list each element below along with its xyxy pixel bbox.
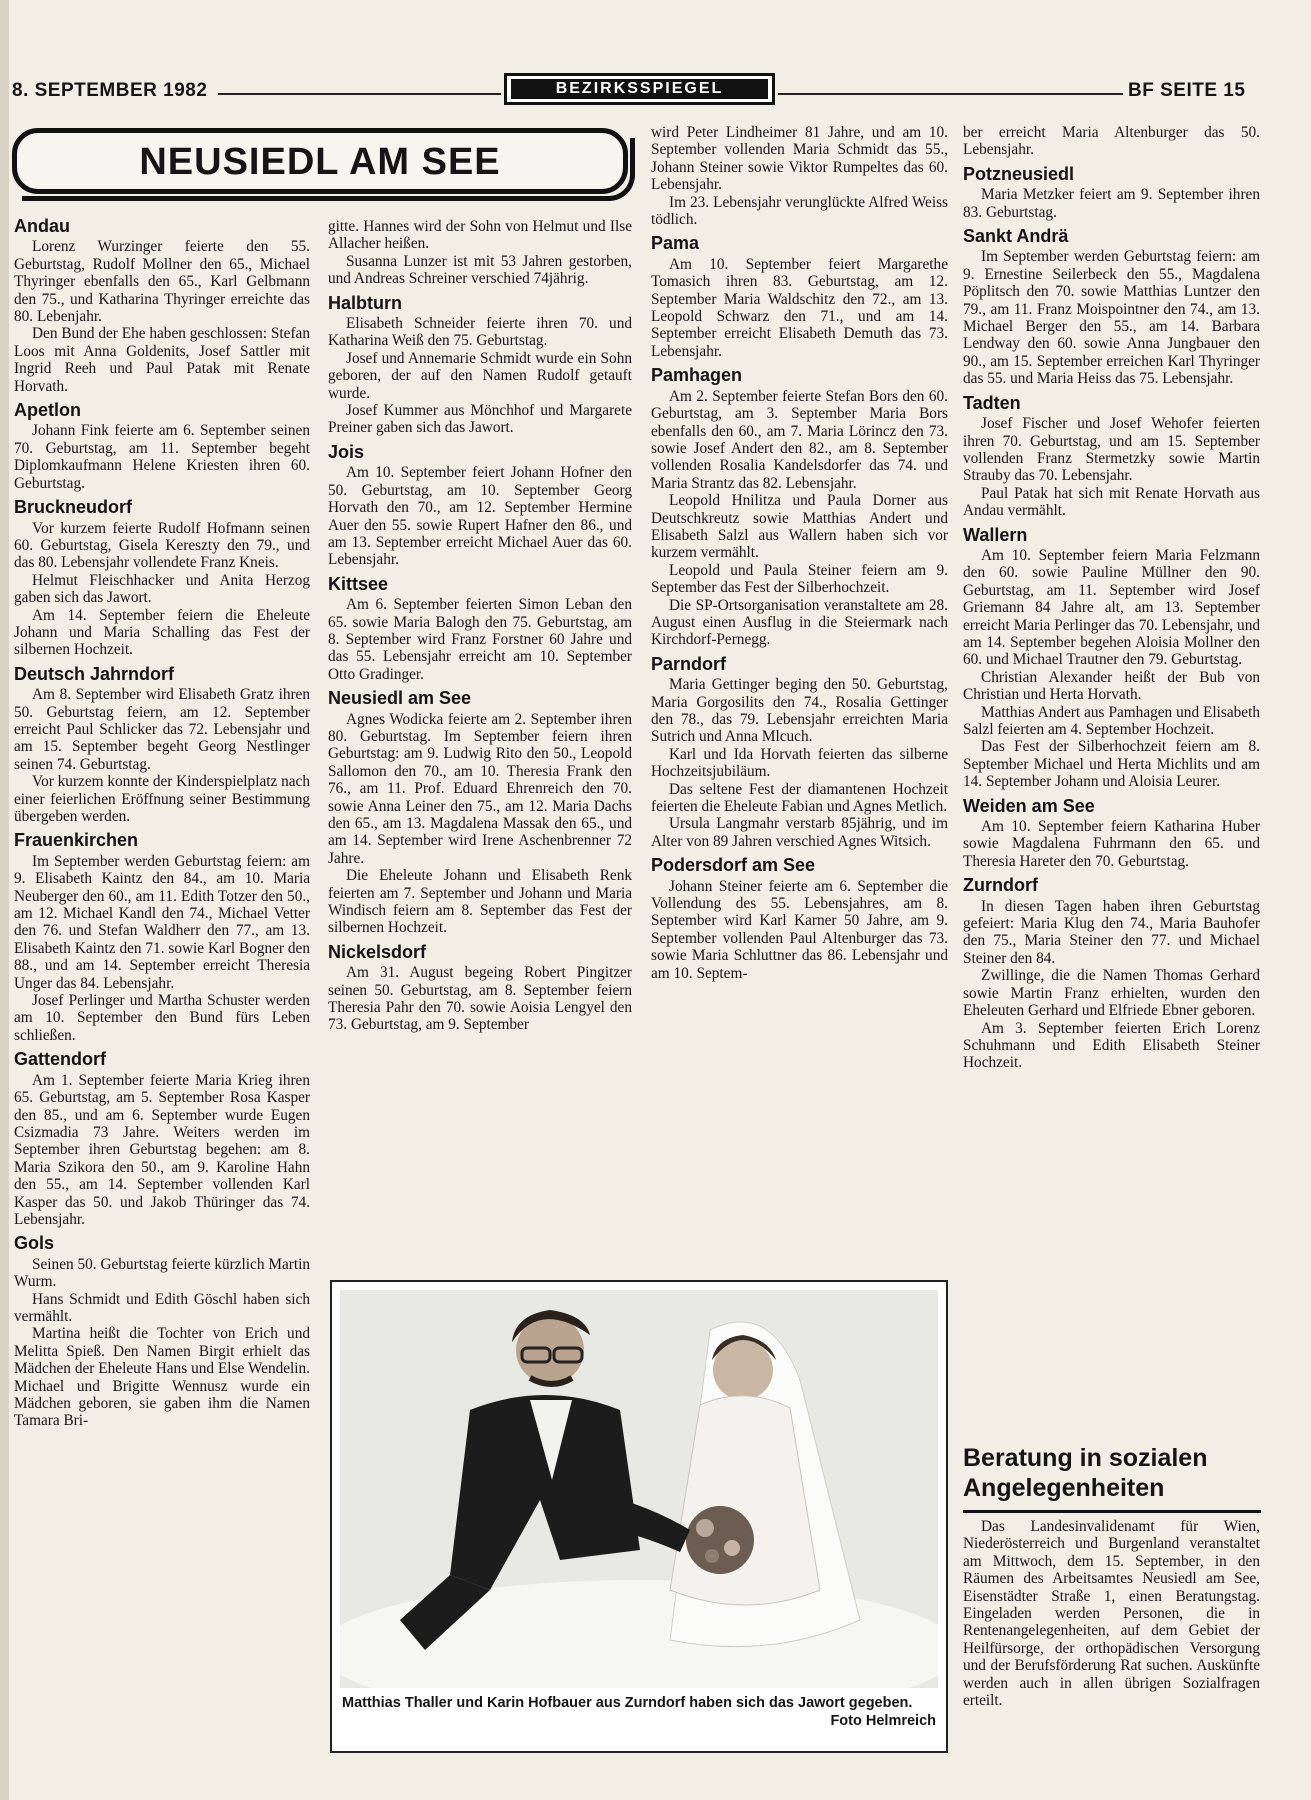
- beratung-heading-line-1: Beratung in sozialen: [963, 1444, 1208, 1472]
- article-paragraph: Ursula Langmahr verstarb 85jährig, und im Alter von 89 Jahren verschied Agnes Witsich.: [651, 815, 948, 850]
- article-paragraph: Johann Steiner feierte am 6. September die Vollendung des 55. Lebensjahres, am 8. September wird Karl Karner 50 Jahre, am 9. September vollenden Paul Altenburger das 73. sowie Maria Schluttner das 86. Lebensjahr und am 10. Septem-: [651, 877, 948, 982]
- article-paragraph: Am 2. September feierte Stefan Bors den 60. Geburtstag, am 3. September Maria Bors ebenfalls den 60., am 7. Maria Lörincz den 73. sowie Josef Andert den 82., am 8. September vollenden Rosalia Kandelsdorfer das 74. und Maria Strantz das 82. Lebensjahr.: [651, 387, 948, 492]
- article-paragraph: Josef Kummer aus Mönchhof und Margarete Preiner gaben sich das Jawort.: [328, 402, 632, 437]
- section-heading: Andau: [14, 216, 70, 236]
- article-paragraph: Seinen 50. Geburtstag feierte kürzlich Martin Wurm.: [14, 1255, 310, 1291]
- section-heading: Gattendorf: [14, 1049, 106, 1070]
- article-paragraph: Karl und Ida Horvath feierten das silberne Hochzeitsjubiläum.: [651, 745, 948, 781]
- column-3: [651, 124, 948, 982]
- article-paragraph: Josef Fischer und Josef Wehofer feierten ihren 70. Geburtstag, und am 15. September vollenden Franz Stermetzky sowie Martin Strauby das 70. Lebensjahr.: [963, 415, 1260, 485]
- article-paragraph: Susanna Lunzer ist mit 53 Jahren gestorben, und Andreas Schreiner verschied 74jährig.: [328, 252, 632, 288]
- section-heading: Nickelsdorf: [328, 941, 427, 962]
- article-paragraph: Im September werden Geburtstag feiern: am 9. Elisabeth Kaintz den 84., am 10. Maria Neuberger den 60., am 11. Edith Totzer den 50., am 12. Michael Kandl den 74., Michael Vetter den 76. und Stefan Waldherr den 77., am 13. Elisabeth Kaintz den 71. sowie Karl Bogner den 88., und am 14. September erreicht Theresia Unger das 84. Lebensjahr.: [14, 852, 310, 992]
- article-paragraph: Am 14. September feiern die Eheleute Johann und Maria Schalling das Fest der silbernen Hochzeit.: [14, 606, 310, 659]
- article-paragraph: Im September werden Geburtstag feiern: am 9. Ernestine Seilerbeck den 55., Magdalena Pöplitsch den 70. sowie Matthias Luntzer den 79., am 11. Franz Moispointner den 74., am 13. Michael Berger den 55., am 14. Barbara Lendway den 60. sowie Anna Jungbauer den 90., am 15. September erreichen Karl Thyringer das 55. und Maria Heiss das 75. Lebensjahr.: [963, 248, 1260, 388]
- article-paragraph: Vor kurzem feierte Rudolf Hofmann seinen 60. Geburtstag, Gisela Kereszty den 79., und das 80. Lebensjahr vollendete Franz Kneis.: [14, 519, 310, 572]
- column-4: [963, 124, 1260, 1072]
- section-heading: Podersdorf am See: [651, 855, 816, 876]
- photo-credit: Foto Helmreich: [830, 1713, 936, 1729]
- article-paragraph: Im 23. Lebensjahr verunglückte Alfred Weiss tödlich.: [651, 193, 948, 229]
- section-heading: Halbturn: [328, 292, 402, 313]
- section-heading: Wallern: [963, 524, 1028, 545]
- beratung-article: [963, 1518, 1260, 1709]
- article-paragraph: gitte. Hannes wird der Sohn von Helmut und Ilse Allacher heißen.: [328, 218, 632, 253]
- article-paragraph: Am 10. September feiern Maria Felzmann den 60. sowie Pauline Müllner den 90. Geburtstag, am 11. September wird Josef Griemann 84 Jahre alt, am 13. September erreicht Maria Perlinger das 70. Lebensjahr, und am 14. September begehen Aloisia Mollner den 60. und Michael Trautner den 79. Geburtstag.: [963, 546, 1260, 669]
- article-paragraph: Die SP-Ortsorganisation veranstaltete am 28. August einen Ausflug in die Steiermark nach Kirchdorf-Pernegg.: [651, 596, 948, 649]
- article-paragraph: Maria Gettinger beging den 50. Geburtstag, Maria Gorgosilits den 74., Rosalia Gettinger den 78., das 79. Lebensjahr erreichten Maria Sutrich und Anna Mlcuch.: [651, 676, 948, 746]
- article-paragraph: Am 6. September feierten Simon Leban den 65. sowie Maria Balogh den 75. Geburtstag, am 8. September wird Franz Forstner 60 Jahre und das 55. Lebensjahr erreicht am 10. September Otto Gradinger.: [328, 596, 632, 683]
- article-paragraph: Am 31. August begeing Robert Pingitzer seinen 50. Geburtstag, am 8. September feiern Theresia Pahr den 70. sowie Aoisia Lengyel den 73. Geburtstag, am 9. September: [328, 964, 632, 1034]
- header-rule-left: [218, 93, 501, 95]
- beratung-text: Das Landesinvalidenamt für Wien, Niederösterreich und Burgenland veranstaltet am Mittwoch, dem 15. September, in den Räumen des Arbeitsamtes Neusiedl am See, Eisenstädter Straße 1, einen Beratungstag. Eingeladen werden Personen, die in Rentenangelegenheiten, auf dem Gebiet der Heilfürsorge, der orthopädischen Versorgung und der Berufsförderung Rat suchen. Auskünfte werden auch in allen übrigen Sozialfragen erteilt.: [963, 1518, 1260, 1710]
- header-rule-right: [778, 93, 1123, 95]
- beratung-rule: [963, 1510, 1261, 1513]
- section-heading: Weiden am See: [963, 795, 1095, 816]
- column-1: [14, 218, 310, 1430]
- article-paragraph: Matthias Andert aus Pamhagen und Elisabeth Salzl feierten am 4. September Hochzeit.: [963, 703, 1260, 738]
- article-paragraph: Am 1. September feierte Maria Krieg ihren 65. Geburtstag, am 5. September Rosa Kasper den 85., und am 6. September wurde Eugen Csizmadia 73 Jahre. Weiters werden im September ihren Geburtstag begehen: am 8. Maria Szikora den 50., am 9. Karoline Hahn den 55., am 14. September vollenden Karl Kasper das 50. und Jakob Thüringer das 74. Lebensjahr.: [14, 1071, 310, 1228]
- section-heading: Bruckneudorf: [14, 497, 133, 518]
- article-paragraph: Am 10. September feiert Margarethe Tomasich ihren 83. Geburtstag, am 12. September Maria Waldschitz den 72., am 13. Leopold Schwarz den 71., und am 14. September erreicht Elisabeth Demuth das 73. Lebensjahr.: [651, 255, 948, 360]
- article-paragraph: Johann Fink feierte am 6. September seinen 70. Geburtstag, am 11. September begeht Diplomkaufmann Helene Kriesten ihren 60. Geburtstag.: [14, 422, 310, 492]
- article-paragraph: Vor kurzem konnte der Kinderspielplatz nach einer feierlichen Eröffnung seiner Bestimmung übergeben werden.: [14, 773, 310, 825]
- article-paragraph: Das Fest der Silberhochzeit feiern am 8. September Michael und Herta Michlits und am 14. September Johann und Aloisia Leurer.: [963, 738, 1260, 791]
- section-heading: Pama: [651, 233, 700, 254]
- section-label: BEZIRKSSPIEGEL: [511, 79, 768, 99]
- beratung-heading: [963, 1443, 1263, 1503]
- article-paragraph: Am 10. September feiern Katharina Huber sowie Magdalena Fuhrmann den 65. und Theresia Hareter den 70. Geburtstag.: [963, 818, 1260, 870]
- wedding-photo-illustration: [340, 1290, 938, 1688]
- region-title-box: [12, 128, 628, 194]
- column-2: [328, 218, 632, 1034]
- wedding-photo-box: [330, 1280, 948, 1753]
- article-paragraph: Den Bund der Ehe haben geschlossen: Stefan Loos mit Anna Goldenits, Josef Sattler mit Ingrid Reeh und Paul Patak mit Renate Horvath.: [14, 325, 310, 395]
- article-paragraph: Leopold Hnilitza und Paula Dorner aus Deutschkreutz sowie Matthias Andert und Elisabeth Salzl aus Wallern haben sich vor kurzem vermählt.: [651, 492, 948, 562]
- page-number: BF SEITE 15: [1128, 80, 1246, 101]
- page-edge: [0, 0, 9, 1800]
- section-heading: Zurndorf: [963, 875, 1038, 896]
- article-paragraph: ber erreicht Maria Altenburger das 50. Lebensjahr.: [963, 124, 1260, 159]
- article-paragraph: Paul Patak hat sich mit Renate Horvath aus Andau vermählt.: [963, 484, 1260, 520]
- section-heading: Pamhagen: [651, 365, 743, 386]
- article-paragraph: Die Eheleute Johann und Elisabeth Renk feierten am 7. September und Johann und Maria Windisch feiern am 8. September das Fest der silbernen Hochzeit.: [328, 867, 632, 937]
- section-heading: Jois: [328, 441, 365, 462]
- section-heading: Deutsch Jahrndorf: [14, 663, 175, 684]
- section-heading: Potzneusiedl: [963, 163, 1075, 184]
- section-label-box: [504, 73, 775, 105]
- section-heading: Neusiedl am See: [328, 688, 472, 709]
- section-heading: Apetlon: [14, 400, 81, 421]
- article-paragraph: Am 8. September wird Elisabeth Gratz ihren 50. Geburtstag feiern, am 12. September erreicht Paul Schlicker das 72. Lebensjahr und am 15. September begeht Georg Nestlinger seinen 74. Geburtstag.: [14, 686, 310, 773]
- article-paragraph: wird Peter Lindheimer 81 Jahre, und am 10. September vollenden Maria Schmidt das 55., Johann Steiner sowie Viktor Rumpeltes das 60. Lebensjahr.: [651, 124, 948, 194]
- article-paragraph: Hans Schmidt und Edith Göschl haben sich vermählt.: [14, 1290, 310, 1325]
- section-heading: Kittsee: [328, 573, 389, 594]
- article-paragraph: Zwillinge, die die Namen Thomas Gerhard sowie Martin Franz erhielten, wurden den Eheleuten Gerhard und Elfriede Ebner geboren.: [963, 967, 1260, 1020]
- article-paragraph: Martina heißt die Tochter von Erich und Melitta Spieß. Den Namen Birgit erhielt das Mädchen der Eheleute Hans und Else Wendelin. Michael und Brigitte Wennusz wurde ein Mädchen geboren, sie gaben ihm die Namen Tamara Bri-: [14, 1325, 310, 1430]
- article-paragraph: Leopold und Paula Steiner feiern am 9. September das Fest der Silberhochzeit.: [651, 561, 948, 597]
- photo-caption: Matthias Thaller und Karin Hofbauer aus Zurndorf haben sich das Jawort gegeben.: [342, 1695, 913, 1711]
- beratung-heading-line-2: Angelegenheiten: [963, 1474, 1165, 1502]
- article-paragraph: Agnes Wodicka feierte am 2. September ihren 80. Geburtstag. Im September feiern ihren Geburtstag: am 9. Ludwig Rito den 50., Leopold Sallomon den 70., am 10. Theresia Frank den 76., am 11. Prof. Eduard Ehrenreich den 70. sowie Anna Leiner den 75., am 12. Maria Dachs den 65., am 13. Magdalena Massak den 65., und am 14. September wird Irene Aschenbrenner 72 Jahre.: [328, 710, 632, 867]
- section-heading: Sankt Andrä: [963, 226, 1069, 247]
- article-paragraph: Helmut Fleischhacker und Anita Herzog gaben sich das Jawort.: [14, 571, 310, 607]
- article-paragraph: Christian Alexander heißt der Bub von Christian und Herta Horvath.: [963, 668, 1260, 704]
- article-paragraph: Das seltene Fest der diamantenen Hochzeit feierten die Eheleute Fabian und Agnes Metlich.: [651, 780, 948, 816]
- section-heading: Tadten: [963, 392, 1021, 413]
- article-paragraph: In diesen Tagen haben ihren Geburtstag gefeiert: Maria Klug den 74., Maria Bauhofer den 75., Maria Steiner den 77. und Michael Steiner den 84.: [963, 897, 1260, 967]
- article-paragraph: Maria Metzker feiert am 9. September ihren 83. Geburtstag.: [963, 186, 1260, 221]
- issue-date: 8. SEPTEMBER 1982: [12, 80, 208, 101]
- article-paragraph: Elisabeth Schneider feierte ihren 70. und Katharina Weiß den 75. Geburtstag.: [328, 315, 632, 350]
- article-paragraph: Am 3. September feierten Erich Lorenz Schuhmann und Edith Elisabeth Steiner Hochzeit.: [963, 1019, 1260, 1072]
- section-heading: Gols: [14, 1233, 55, 1254]
- section-heading: Parndorf: [651, 653, 727, 674]
- wedding-photo: [340, 1290, 938, 1688]
- article-paragraph: Lorenz Wurzinger feierte den 55. Geburtstag, Rudolf Mollner den 65., Michael Thyringer ebenfalls den 65., Karl Gelbmann den 75., und Katharina Thyringer erreichte das 80. Lebenjahr.: [14, 238, 310, 326]
- article-paragraph: Josef Perlinger und Martha Schuster werden am 10. September den Bund fürs Leben schließen.: [14, 992, 310, 1044]
- article-paragraph: Am 10. September feiert Johann Hofner den 50. Geburtstag, am 10. September Georg Horvath den 70., am 12. September Hermine Auer den 55. sowie Rupert Hafner den 86., und am 13. September erreicht Michael Auer das 60. Lebensjahr.: [328, 464, 632, 569]
- photo-caption-block: [342, 1694, 936, 1730]
- section-heading: Frauenkirchen: [14, 830, 139, 851]
- region-title: NEUSIEDL AM SEE: [139, 141, 501, 183]
- article-paragraph: Josef und Annemarie Schmidt wurde ein Sohn geboren, der auf den Namen Rudolf getauft wurde.: [328, 349, 632, 402]
